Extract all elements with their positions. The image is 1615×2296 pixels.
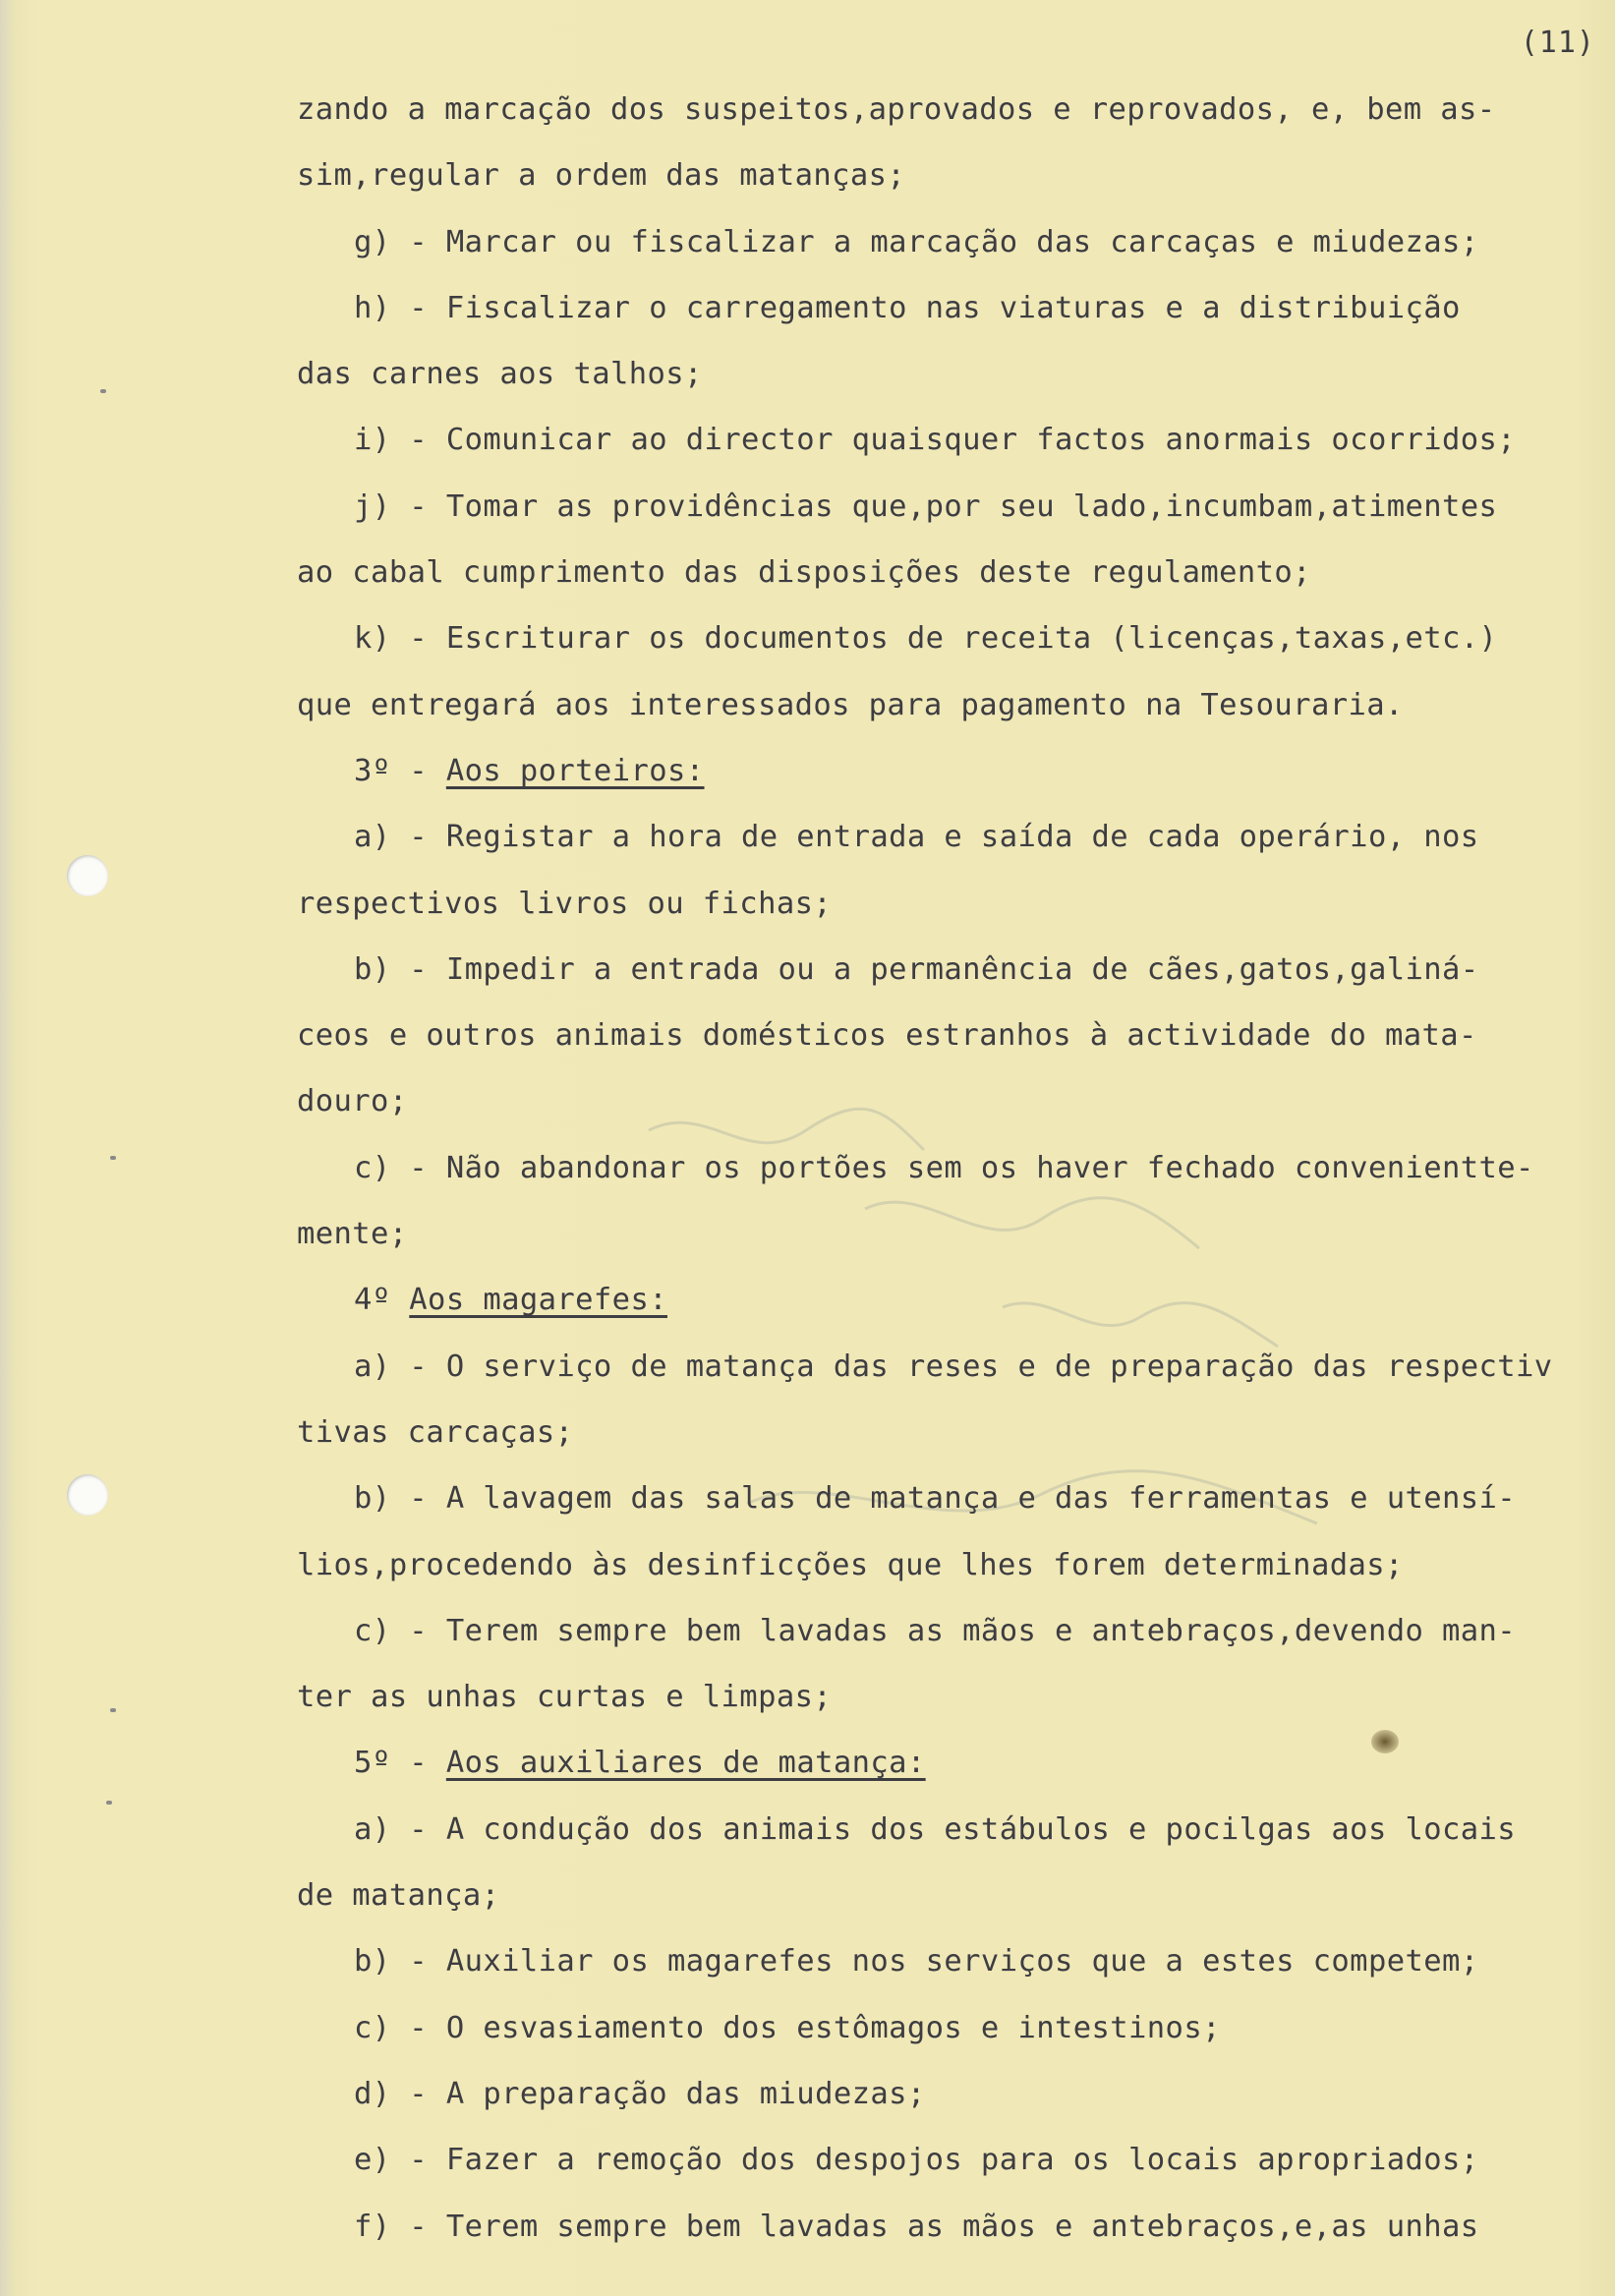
text-line — [297, 482, 1594, 547]
line-text: que entregará aos interessados para pagamento na Tesouraria. — [297, 687, 1404, 722]
text-line — [297, 1805, 1594, 1870]
text-line — [297, 1738, 1594, 1804]
typed-text-body — [297, 85, 1594, 2267]
text-line — [297, 349, 1594, 415]
punch-hole-bottom — [67, 1474, 108, 1516]
text-line — [297, 1473, 1594, 1539]
text-line — [297, 150, 1594, 216]
text-line — [297, 1606, 1594, 1672]
text-line — [297, 945, 1594, 1010]
text-line — [297, 1076, 1594, 1142]
text-line — [297, 1936, 1594, 2002]
line-text: b) - A lavagem das salas de matança e das ferramentas e utensí- — [354, 1481, 1517, 1517]
text-line — [297, 1010, 1594, 1076]
text-line — [297, 1870, 1594, 1936]
line-text: 4º — [354, 1283, 410, 1318]
line-text: a) - O serviço de matança das reses e de preparação das respectiv — [354, 1349, 1553, 1384]
line-text: c) - Não abandonar os portões sem os haver fechado convenientte- — [354, 1150, 1534, 1185]
line-text: tivas carcaças; — [297, 1414, 574, 1450]
line-text: ao cabal cumprimento das disposições deste regulamento; — [297, 555, 1311, 591]
line-text: ceos e outros animais domésticos estranhos à actividade do mata- — [297, 1018, 1477, 1054]
line-text: 3º - — [354, 753, 446, 788]
line-text: a) - A condução dos animais dos estábulos e pocilgas aos locais — [354, 1811, 1517, 1847]
text-line — [297, 2135, 1594, 2201]
line-text: zando a marcação dos suspeitos,aprovados e reprovados, e, bem as- — [297, 92, 1496, 127]
text-line — [297, 85, 1594, 150]
margin-mark — [110, 1708, 116, 1712]
text-line — [297, 1540, 1594, 1606]
margin-mark — [100, 389, 106, 393]
text-line — [297, 1275, 1594, 1341]
line-text: das carnes aos talhos; — [297, 357, 703, 392]
text-line — [297, 217, 1594, 283]
section-heading: Aos porteiros: — [445, 753, 705, 788]
page-number: (11) — [1520, 26, 1595, 60]
line-text: f) - Terem sempre bem lavadas as mãos e antebraços,e,as unhas — [354, 2209, 1479, 2244]
text-line — [297, 283, 1594, 349]
text-line — [297, 680, 1594, 746]
text-line — [297, 746, 1594, 812]
line-text: de matança; — [297, 1878, 500, 1914]
line-text: d) - A preparação das miudezas; — [354, 2076, 926, 2111]
line-text: g) - Marcar ou fiscalizar a marcação das carcaças e miudezas; — [354, 224, 1479, 259]
section-heading: Aos auxiliares de matança: — [445, 1746, 926, 1781]
line-text: h) - Fiscalizar o carregamento nas viaturas e a distribuição — [354, 290, 1461, 325]
line-text: j) - Tomar as providências que,por seu lado,incumbam,atimentes — [354, 488, 1498, 524]
line-text: lios,procedendo às desinficções que lhes forem determinadas; — [297, 1547, 1404, 1582]
text-line — [297, 2003, 1594, 2069]
text-line — [297, 547, 1594, 613]
text-line — [297, 812, 1594, 878]
text-line — [297, 2069, 1594, 2135]
text-line — [297, 415, 1594, 481]
line-text: b) - Impedir a entrada ou a permanência de cães,gatos,galiná- — [354, 951, 1479, 987]
line-text: i) - Comunicar ao director quaisquer factos anormais ocorridos; — [354, 423, 1517, 458]
line-text: 5º - — [354, 1746, 446, 1781]
text-line — [297, 2202, 1594, 2267]
line-text: e) - Fazer a remoção dos despojos para os locais apropriados; — [354, 2143, 1479, 2178]
text-line — [297, 1143, 1594, 1209]
text-line — [297, 879, 1594, 945]
line-text: respectivos livros ou fichas; — [297, 886, 833, 921]
text-line — [297, 1209, 1594, 1275]
margin-mark — [106, 1801, 112, 1805]
margin-mark — [110, 1156, 116, 1160]
line-text: mente; — [297, 1217, 408, 1252]
line-text: douro; — [297, 1084, 408, 1119]
line-text: b) - Auxiliar os magarefes nos serviços que a estes competem; — [354, 1944, 1479, 1980]
text-line — [297, 1672, 1594, 1738]
text-line — [297, 1342, 1594, 1407]
line-text: k) - Escriturar os documentos de receita (licenças,taxas,etc.) — [354, 621, 1498, 657]
text-line — [297, 1407, 1594, 1473]
line-text: sim,regular a ordem das matanças; — [297, 158, 906, 194]
line-text: a) - Registar a hora de entrada e saída de cada operário, nos — [354, 820, 1479, 855]
text-line — [297, 613, 1594, 679]
line-text: c) - Terem sempre bem lavadas as mãos e antebraços,devendo man- — [354, 1613, 1517, 1648]
line-text: c) - O esvasiamento dos estômagos e intestinos; — [354, 2010, 1221, 2045]
section-heading: Aos magarefes: — [409, 1283, 667, 1318]
line-text: ter as unhas curtas e limpas; — [297, 1680, 833, 1715]
punch-hole-top — [67, 855, 108, 896]
